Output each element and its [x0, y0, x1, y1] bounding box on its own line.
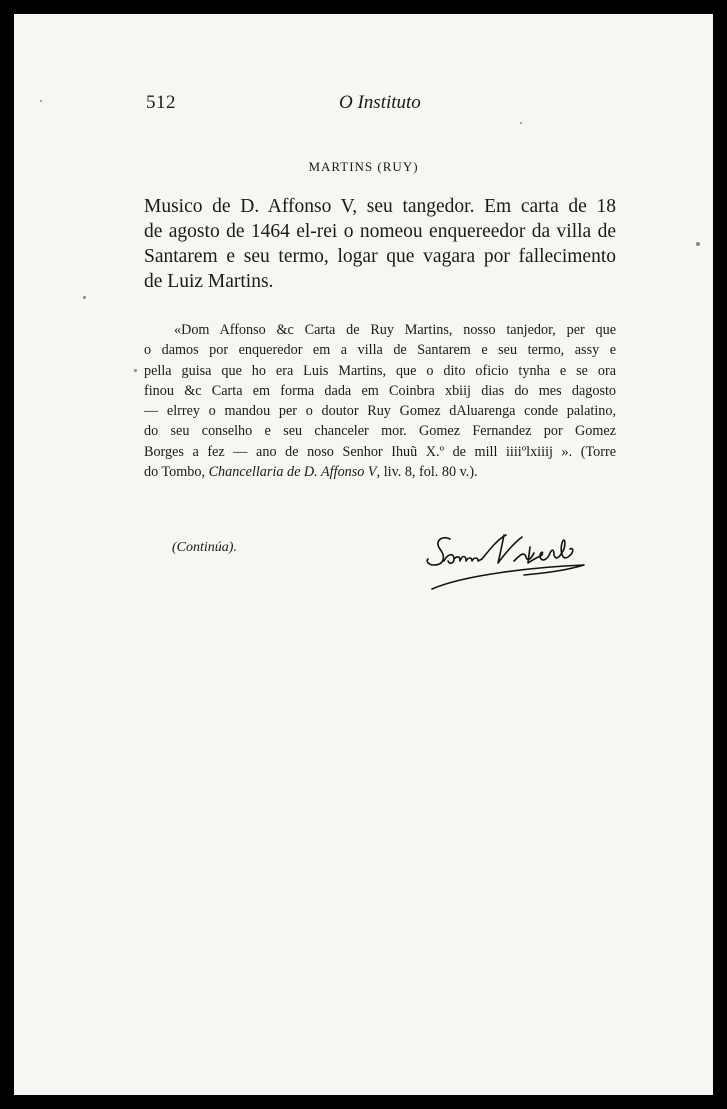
paper-speck [40, 100, 42, 102]
quote-line: pella guisa que ho era Luis Martins, que o dito oficio tynha e se ora [144, 362, 616, 379]
paper-speck [520, 122, 522, 124]
paper-speck [134, 369, 137, 372]
body-line: de Luiz Martins. [144, 271, 274, 292]
citation-suffix: , liv. 8, fol. 80 v.). [376, 464, 478, 481]
document-page [14, 14, 713, 1095]
quote-line: «Dom Affonso &c Carta de Ruy Martins, nosso tanjedor, per que [174, 322, 616, 338]
citation-source: Chancellaria de D. Affonso V [208, 464, 377, 481]
quote-line-citation [144, 462, 616, 482]
paper-speck [83, 296, 86, 299]
quote-line: — elrrey o mandou per o doutor Ruy Gomez dAluarenga conde palatino, [144, 403, 616, 420]
entry-body [144, 194, 616, 294]
body-line: Santarem e seu termo, logar que vagara por fallecimento [144, 246, 616, 267]
entry-heading: MARTINS (RUY) [308, 159, 419, 174]
quote-line: finou &c Carta em forma dada em Coinbra xbiij dias do mes dagosto [144, 382, 616, 399]
author-signature [424, 529, 594, 599]
quote-line: do seu conselho e seu chanceler mor. Gomez Fernandez por Gomez [144, 423, 616, 440]
document-quote [144, 320, 616, 482]
quote-line: Borges a fez — ano de noso Senhor Ihuũ X.º de mill iiiiºlxiiij ». (Torre [144, 443, 616, 460]
continua-note: (Continúa). [172, 540, 237, 555]
body-line: Musico de D. Affonso V, seu tangedor. Em carta de 18 [144, 196, 616, 217]
paper-speck [696, 242, 700, 246]
running-title: O Instituto [339, 92, 421, 113]
body-line: de agosto de 1464 el-rei o nomeou enquereedor da villa de [144, 221, 616, 242]
quote-line: o damos por enqueredor em a villa de Santarem e seu termo, assy e [144, 342, 616, 359]
citation-prefix: do Tombo, [144, 464, 209, 481]
page-number: 512 [146, 92, 176, 113]
page-header [14, 92, 713, 122]
